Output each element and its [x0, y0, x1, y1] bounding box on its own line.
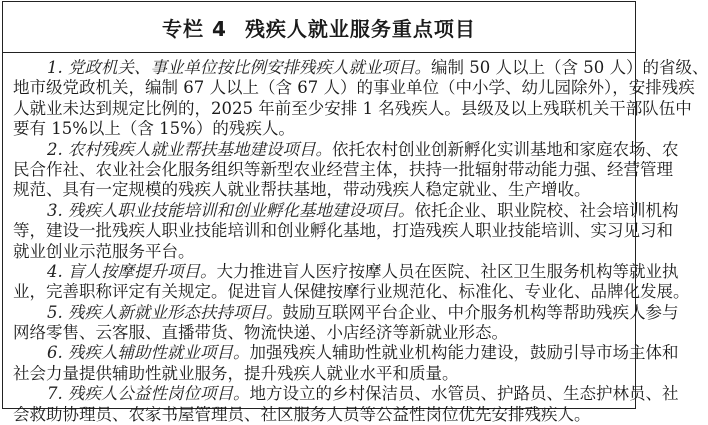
item-text: 规范、具有一定规模的残疾人就业帮扶基地，带动残疾人稳定就业、生产增收。	[13, 180, 591, 200]
column-box	[2, 1, 708, 424]
paragraph-line	[13, 159, 673, 180]
item-text: 编制 50 人以上（含 50 人）的省级、	[431, 58, 708, 77]
item-text: 要有 15%以上（含 15%）的残疾人。	[13, 119, 295, 139]
item-text: 等，建设一批残疾人职业技能培训和创业孵化基地，打造残疾人职业技能培训、实习见习和	[13, 221, 673, 241]
item-text: 业，完善职称评定有关规定。促进盲人保健按摩行业规范化、标准化、专业化、品牌化发展。	[13, 282, 690, 302]
paragraph-line	[13, 405, 625, 425]
item-text: 加强残疾人辅助性就业机构能力建设，鼓励引导市场主体和	[249, 343, 679, 363]
paragraph-line	[13, 58, 708, 78]
item-text: 民合作社、农业社会化服务组织等新型农业经营主体，扶持一批辐射带动能力强、经营管理	[13, 159, 673, 179]
item-heading: 1. 党政机关、事业单位按比例安排残疾人就业项目。	[47, 58, 431, 77]
paragraph-line	[13, 180, 625, 200]
item-text: 会救助协理员、农家书屋管理员、社区服务人员等公益性岗位优先安排残疾人。	[13, 404, 591, 424]
paragraph-line	[13, 384, 679, 404]
item-heading: 2. 农村残疾人就业帮扶基地建设项目。	[47, 139, 332, 159]
paragraph-line	[13, 242, 625, 262]
item-text: 依托企业、职业院校、社会培训机构	[414, 200, 679, 220]
item-text: 鼓励互联网平台企业、中介服务机构等帮助残疾人参与	[282, 302, 679, 322]
paragraph-line	[13, 139, 679, 160]
column-title-text: 残疾人就业服务重点项目	[244, 16, 476, 41]
item-text: 人就业未达到规定比例的，2025 年前至少安排 1 名残疾人。县级及以上残联机关干部队伍中	[13, 98, 692, 118]
item-text: 网络零售、云客服、直播带货、物流快递、小店经济等新就业形态。	[13, 323, 508, 343]
paragraph-line	[13, 343, 679, 363]
item-text: 就业创业示范服务平台。	[13, 241, 195, 261]
item-text: 大力推进盲人医疗按摩人员在医院、社区卫生服务机构等就业执	[216, 261, 679, 281]
paragraph-line	[13, 78, 695, 98]
item-text: 社会力量提供辅助性就业服务，提升残疾人就业水平和质量。	[13, 363, 459, 383]
paragraph-line	[13, 364, 625, 384]
item-text: 地市级党政机关，编制 67 人以上（含 67 人）的事业单位（中小学、幼儿园除外），安排残疾	[13, 78, 695, 98]
paragraph-line	[13, 282, 690, 302]
paragraph-line	[13, 98, 692, 119]
column-title	[3, 2, 635, 53]
item-text: 依托农村创业创新孵化实训基地和家庭农场、农	[332, 139, 679, 159]
item-text: 地方设立的乡村保洁员、水管员、护路员、生态护林员、社	[249, 384, 679, 404]
item-heading: 5. 残疾人新就业形态扶持项目。	[47, 302, 283, 322]
paragraph-line	[13, 302, 679, 323]
item-heading: 4. 盲人按摩提升项目。	[47, 261, 217, 281]
paragraph-line	[13, 261, 679, 282]
paragraph-line	[13, 200, 679, 221]
item-heading: 6. 残疾人辅助性就业项目。	[47, 343, 250, 363]
paragraph-line	[13, 119, 625, 139]
item-heading: 7. 残疾人公益性岗位项目。	[47, 384, 250, 404]
paragraph-line	[13, 323, 625, 343]
paragraph-line	[13, 221, 673, 241]
item-heading: 3. 残疾人职业技能培训和创业孵化基地建设项目。	[47, 200, 415, 220]
column-body	[3, 53, 708, 425]
column-number: 专栏 4	[162, 16, 227, 41]
